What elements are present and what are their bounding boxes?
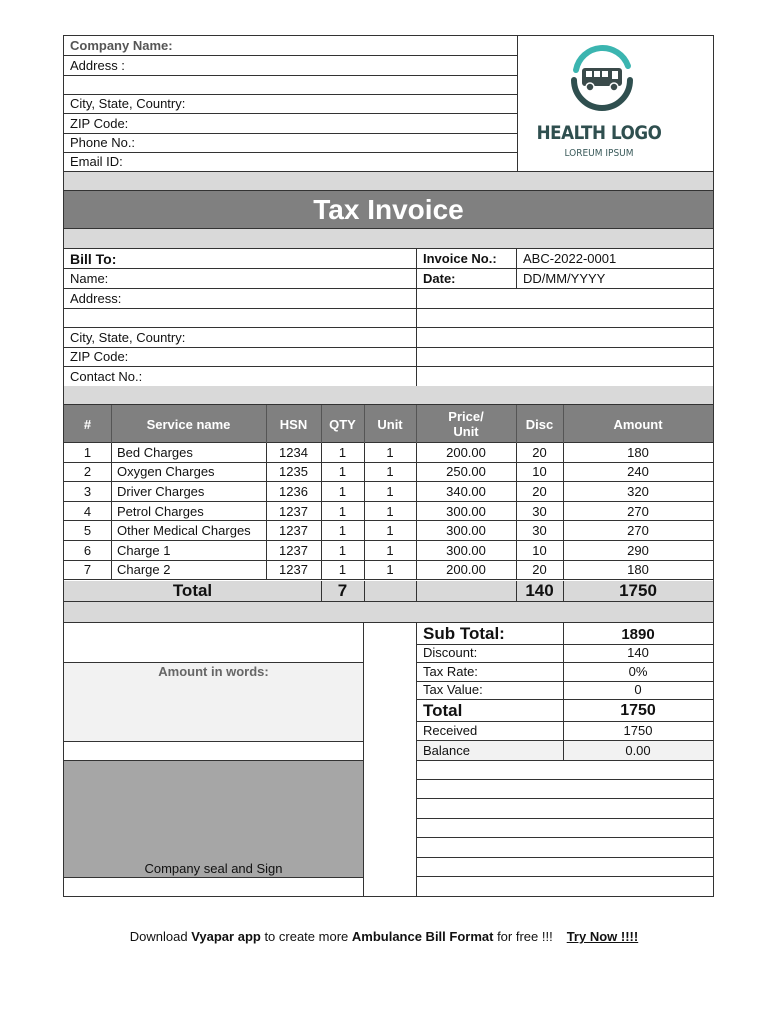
discount-value: 140 xyxy=(627,645,649,660)
table-row xyxy=(64,443,713,463)
row-amount: 240 xyxy=(627,464,649,480)
row-service-name: Petrol Charges xyxy=(117,503,204,519)
company-phone-row xyxy=(64,133,517,153)
row-qty: 1 xyxy=(338,464,347,480)
row-hsn: 1236 xyxy=(279,483,308,499)
company-city-label: City, State, Country: xyxy=(70,96,186,111)
tax-rate-label: Tax Rate: xyxy=(423,664,478,679)
row-price-unit: 300.00 xyxy=(446,523,486,539)
row-hsn: 1235 xyxy=(279,464,308,480)
company-city-row xyxy=(64,94,517,114)
items-table-header xyxy=(64,405,713,443)
promo-footer xyxy=(0,929,768,944)
table-total-row xyxy=(64,581,713,602)
row-qty: 1 xyxy=(338,503,347,519)
bill-to-zip-row xyxy=(64,347,713,367)
row-price-unit: 340.00 xyxy=(446,483,486,499)
row-unit: 1 xyxy=(386,562,394,578)
table-row xyxy=(64,502,713,522)
row-index: 2 xyxy=(83,464,92,480)
row-service-name: Charge 1 xyxy=(117,542,171,558)
invoice-title: Tax Invoice xyxy=(313,193,464,225)
row-qty: 1 xyxy=(338,562,347,578)
title-band xyxy=(64,191,713,229)
promo-middle: to create more xyxy=(260,929,352,944)
balance-label: Balance xyxy=(423,743,470,758)
bill-to-address-row xyxy=(64,289,713,309)
header-price-unit: Price/ Unit xyxy=(448,409,484,439)
promo-prefix: Download xyxy=(129,929,192,944)
header-index: # xyxy=(83,416,92,432)
row-service-name: Charge 2 xyxy=(117,562,171,578)
row-amount: 270 xyxy=(627,523,649,539)
company-zip-row xyxy=(64,114,517,134)
promo-format-name: Ambulance Bill Format xyxy=(351,929,494,944)
company-name-row xyxy=(64,36,517,56)
bill-to-heading: Bill To: xyxy=(70,250,117,267)
header-disc: Disc xyxy=(525,416,554,432)
tax-value-value: 0 xyxy=(634,682,642,697)
row-service-name: Driver Charges xyxy=(117,483,205,499)
subtotal-value: 1890 xyxy=(621,626,655,643)
row-price-unit: 250.00 xyxy=(446,464,486,480)
header-unit: Unit xyxy=(377,416,403,432)
row-hsn: 1234 xyxy=(279,444,308,460)
row-hsn: 1237 xyxy=(279,562,308,578)
received-label: Received xyxy=(423,723,478,738)
promo-app-name: Vyapar app xyxy=(191,929,261,944)
row-disc: 10 xyxy=(532,464,547,480)
spacer-band xyxy=(64,602,713,623)
row-amount: 180 xyxy=(627,444,649,460)
discount-label: Discount: xyxy=(423,645,478,660)
bill-to-city-label: City, State, Country: xyxy=(70,330,186,345)
row-disc: 30 xyxy=(532,503,547,519)
bill-to-address-label: Address: xyxy=(70,291,122,306)
table-total-amount: 1750 xyxy=(619,581,657,600)
row-price-unit: 300.00 xyxy=(446,542,486,558)
company-address-row xyxy=(64,56,517,76)
row-disc: 10 xyxy=(532,542,547,558)
row-hsn: 1237 xyxy=(279,523,308,539)
tax-rate-value: 0% xyxy=(628,664,648,679)
summary-total-value: 1750 xyxy=(620,702,656,719)
company-email-label: Email ID: xyxy=(70,154,123,169)
company-zip-label: ZIP Code: xyxy=(70,116,129,131)
row-service-name: Other Medical Charges xyxy=(117,523,251,539)
spacer-band xyxy=(64,386,713,405)
header-hsn: HSN xyxy=(279,416,308,432)
amount-in-words-label: Amount in words: xyxy=(158,664,269,679)
row-unit: 1 xyxy=(386,483,394,499)
bill-to-zip-label: ZIP Code: xyxy=(70,349,129,364)
bill-to-name-row xyxy=(64,269,713,289)
company-seal-label: Company seal and Sign xyxy=(144,861,283,876)
bill-to-contact-row xyxy=(64,367,713,387)
row-price-unit: 300.00 xyxy=(446,503,486,519)
row-price-unit: 200.00 xyxy=(446,562,486,578)
tax-value-label: Tax Value: xyxy=(423,682,483,697)
row-hsn: 1237 xyxy=(279,542,308,558)
invoice-date-value: DD/MM/YYYY xyxy=(523,271,606,286)
row-index: 7 xyxy=(83,562,92,578)
row-amount: 290 xyxy=(627,542,649,558)
row-price-unit: 200.00 xyxy=(446,444,486,460)
row-unit: 1 xyxy=(386,542,394,558)
row-index: 5 xyxy=(83,523,92,539)
table-row xyxy=(64,463,713,483)
ambulance-icon xyxy=(562,36,642,116)
row-index: 4 xyxy=(83,503,92,519)
row-unit: 1 xyxy=(386,444,394,460)
bill-to-contact-label: Contact No.: xyxy=(70,369,143,384)
row-index: 3 xyxy=(83,483,92,499)
row-index: 6 xyxy=(83,542,92,558)
row-unit: 1 xyxy=(386,464,394,480)
company-address-label: Address : xyxy=(70,58,125,73)
subtotal-label: Sub Total: xyxy=(423,624,505,643)
table-row xyxy=(64,521,713,541)
promo-suffix: for free !!! xyxy=(493,929,553,944)
invoice-date-label: Date: xyxy=(423,271,456,286)
logo-title: HEALTH LOGO xyxy=(536,122,662,144)
header-amount: Amount xyxy=(613,416,663,432)
row-qty: 1 xyxy=(338,444,347,460)
row-qty: 1 xyxy=(338,483,347,499)
row-disc: 20 xyxy=(532,444,547,460)
table-total-qty: 7 xyxy=(337,581,348,600)
company-phone-label: Phone No.: xyxy=(70,135,136,150)
row-qty: 1 xyxy=(338,523,347,539)
bill-to-city-row xyxy=(64,328,713,348)
row-service-name: Bed Charges xyxy=(117,444,193,460)
row-disc: 30 xyxy=(532,523,547,539)
row-hsn: 1237 xyxy=(279,503,308,519)
table-row xyxy=(64,541,713,561)
row-disc: 20 xyxy=(532,562,547,578)
try-now-link[interactable]: Try Now !!!! xyxy=(566,929,639,944)
invoice-number-label: Invoice No.: xyxy=(423,251,497,266)
row-amount: 270 xyxy=(627,503,649,519)
invoice-number-value: ABC-2022-0001 xyxy=(523,251,617,266)
header-qty: QTY xyxy=(329,416,356,432)
header-service-name: Service name xyxy=(146,416,231,432)
row-unit: 1 xyxy=(386,503,394,519)
company-seal-area xyxy=(64,761,363,877)
bill-to-name-label: Name: xyxy=(70,271,109,286)
summary-total-label: Total xyxy=(423,701,463,720)
logo-subtitle: LOREUM IPSUM xyxy=(564,148,634,159)
spacer-band xyxy=(64,172,713,191)
row-unit: 1 xyxy=(386,523,394,539)
spacer-band xyxy=(64,229,713,249)
health-logo xyxy=(518,36,713,171)
table-total-label: Total xyxy=(172,581,213,600)
row-qty: 1 xyxy=(338,542,347,558)
row-disc: 20 xyxy=(532,483,547,499)
row-amount: 180 xyxy=(627,562,649,578)
table-total-disc: 140 xyxy=(525,581,554,600)
company-name-label: Company Name: xyxy=(70,38,173,53)
balance-value: 0.00 xyxy=(625,743,651,758)
company-address-line2 xyxy=(64,75,517,95)
row-index: 1 xyxy=(83,444,92,460)
bill-to-address-line2 xyxy=(64,308,713,328)
table-row xyxy=(64,561,713,581)
table-row xyxy=(64,482,713,502)
received-value: 1750 xyxy=(623,723,653,738)
row-amount: 320 xyxy=(627,483,649,499)
row-service-name: Oxygen Charges xyxy=(117,464,215,480)
